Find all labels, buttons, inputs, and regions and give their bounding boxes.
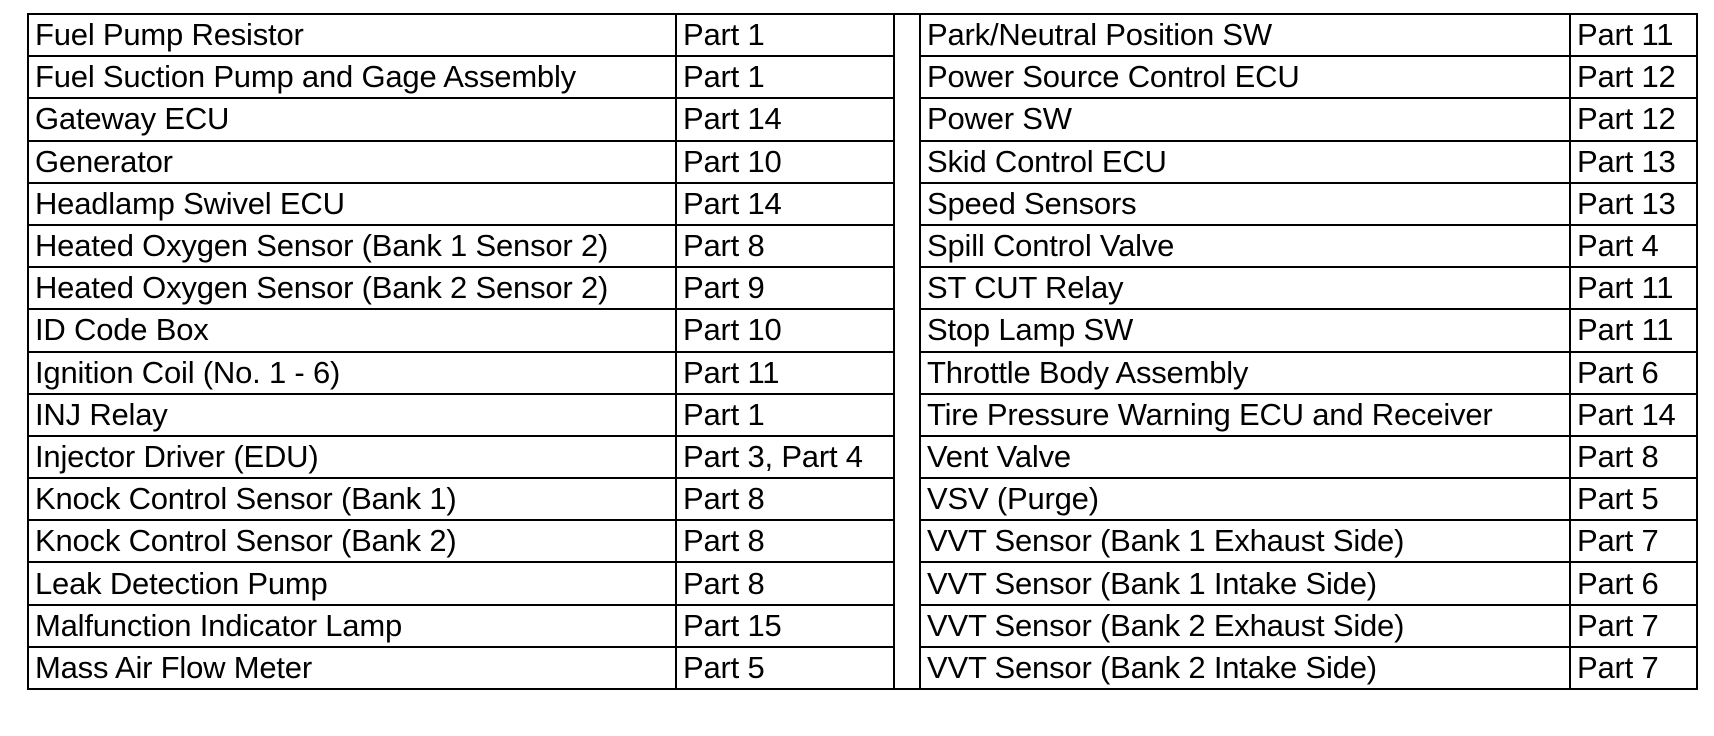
part-reference-cell: Part 5	[1570, 478, 1697, 520]
table-row	[28, 478, 1697, 520]
table-row	[28, 141, 1697, 183]
table-row	[28, 183, 1697, 225]
part-reference-cell: Part 7	[1570, 605, 1697, 647]
table-row	[28, 14, 1697, 56]
part-reference-cell: Part 9	[676, 267, 894, 309]
component-name-cell: Skid Control ECU	[920, 141, 1570, 183]
table-row	[28, 647, 1697, 689]
column-gap	[894, 394, 920, 436]
part-reference-cell: Part 1	[676, 394, 894, 436]
part-reference-cell: Part 7	[1570, 647, 1697, 689]
component-name-cell: VVT Sensor (Bank 1 Intake Side)	[920, 562, 1570, 604]
table-row	[28, 605, 1697, 647]
part-reference-cell: Part 13	[1570, 183, 1697, 225]
component-name-cell: Heated Oxygen Sensor (Bank 1 Sensor 2)	[28, 225, 676, 267]
part-reference-cell: Part 14	[676, 98, 894, 140]
table-body	[28, 14, 1697, 689]
column-gap	[894, 267, 920, 309]
part-reference-cell: Part 11	[1570, 14, 1697, 56]
part-reference-cell: Part 10	[676, 309, 894, 351]
column-gap	[894, 56, 920, 98]
part-reference-cell: Part 13	[1570, 141, 1697, 183]
part-reference-cell: Part 8	[676, 562, 894, 604]
component-name-cell: Ignition Coil (No. 1 - 6)	[28, 352, 676, 394]
component-name-cell: VSV (Purge)	[920, 478, 1570, 520]
part-reference-cell: Part 11	[1570, 309, 1697, 351]
component-name-cell: Leak Detection Pump	[28, 562, 676, 604]
column-gap	[894, 14, 920, 56]
part-reference-cell: Part 3, Part 4	[676, 436, 894, 478]
table-row	[28, 394, 1697, 436]
component-name-cell: Stop Lamp SW	[920, 309, 1570, 351]
part-reference-cell: Part 8	[1570, 436, 1697, 478]
column-gap	[894, 562, 920, 604]
component-name-cell: ID Code Box	[28, 309, 676, 351]
component-location-table	[27, 13, 1698, 690]
component-name-cell: Fuel Suction Pump and Gage Assembly	[28, 56, 676, 98]
component-name-cell: Power SW	[920, 98, 1570, 140]
table-row	[28, 562, 1697, 604]
component-name-cell: Gateway ECU	[28, 98, 676, 140]
part-reference-cell: Part 11	[676, 352, 894, 394]
table-row	[28, 436, 1697, 478]
column-gap	[894, 183, 920, 225]
component-name-cell: Injector Driver (EDU)	[28, 436, 676, 478]
component-name-cell: VVT Sensor (Bank 2 Intake Side)	[920, 647, 1570, 689]
component-name-cell: Knock Control Sensor (Bank 1)	[28, 478, 676, 520]
part-reference-cell: Part 15	[676, 605, 894, 647]
part-reference-cell: Part 8	[676, 225, 894, 267]
component-name-cell: Knock Control Sensor (Bank 2)	[28, 520, 676, 562]
column-gap	[894, 309, 920, 351]
table-row	[28, 352, 1697, 394]
part-reference-cell: Part 12	[1570, 56, 1697, 98]
part-reference-cell: Part 14	[1570, 394, 1697, 436]
component-name-cell: Throttle Body Assembly	[920, 352, 1570, 394]
table-row	[28, 56, 1697, 98]
component-name-cell: Generator	[28, 141, 676, 183]
component-name-cell: VVT Sensor (Bank 1 Exhaust Side)	[920, 520, 1570, 562]
component-name-cell: Headlamp Swivel ECU	[28, 183, 676, 225]
column-gap	[894, 605, 920, 647]
part-reference-cell: Part 1	[676, 56, 894, 98]
table-row	[28, 309, 1697, 351]
column-gap	[894, 225, 920, 267]
part-reference-cell: Part 7	[1570, 520, 1697, 562]
column-gap	[894, 141, 920, 183]
part-reference-cell: Part 10	[676, 141, 894, 183]
part-reference-cell: Part 8	[676, 478, 894, 520]
column-gap	[894, 520, 920, 562]
table-row	[28, 225, 1697, 267]
column-gap	[894, 352, 920, 394]
component-name-cell: VVT Sensor (Bank 2 Exhaust Side)	[920, 605, 1570, 647]
part-reference-cell: Part 11	[1570, 267, 1697, 309]
part-reference-cell: Part 14	[676, 183, 894, 225]
table-row	[28, 520, 1697, 562]
component-name-cell: ST CUT Relay	[920, 267, 1570, 309]
table-row	[28, 267, 1697, 309]
component-name-cell: Heated Oxygen Sensor (Bank 2 Sensor 2)	[28, 267, 676, 309]
component-name-cell: Tire Pressure Warning ECU and Receiver	[920, 394, 1570, 436]
part-reference-cell: Part 5	[676, 647, 894, 689]
component-name-cell: Speed Sensors	[920, 183, 1570, 225]
component-name-cell: Spill Control Valve	[920, 225, 1570, 267]
part-reference-cell: Part 1	[676, 14, 894, 56]
component-name-cell: Fuel Pump Resistor	[28, 14, 676, 56]
part-reference-cell: Part 6	[1570, 352, 1697, 394]
component-name-cell: Malfunction Indicator Lamp	[28, 605, 676, 647]
component-name-cell: Vent Valve	[920, 436, 1570, 478]
component-name-cell: Park/Neutral Position SW	[920, 14, 1570, 56]
column-gap	[894, 647, 920, 689]
component-name-cell: Mass Air Flow Meter	[28, 647, 676, 689]
part-reference-cell: Part 8	[676, 520, 894, 562]
part-reference-cell: Part 4	[1570, 225, 1697, 267]
column-gap	[894, 436, 920, 478]
part-reference-cell: Part 12	[1570, 98, 1697, 140]
part-reference-cell: Part 6	[1570, 562, 1697, 604]
component-name-cell: INJ Relay	[28, 394, 676, 436]
table-row	[28, 98, 1697, 140]
component-name-cell: Power Source Control ECU	[920, 56, 1570, 98]
column-gap	[894, 478, 920, 520]
column-gap	[894, 98, 920, 140]
